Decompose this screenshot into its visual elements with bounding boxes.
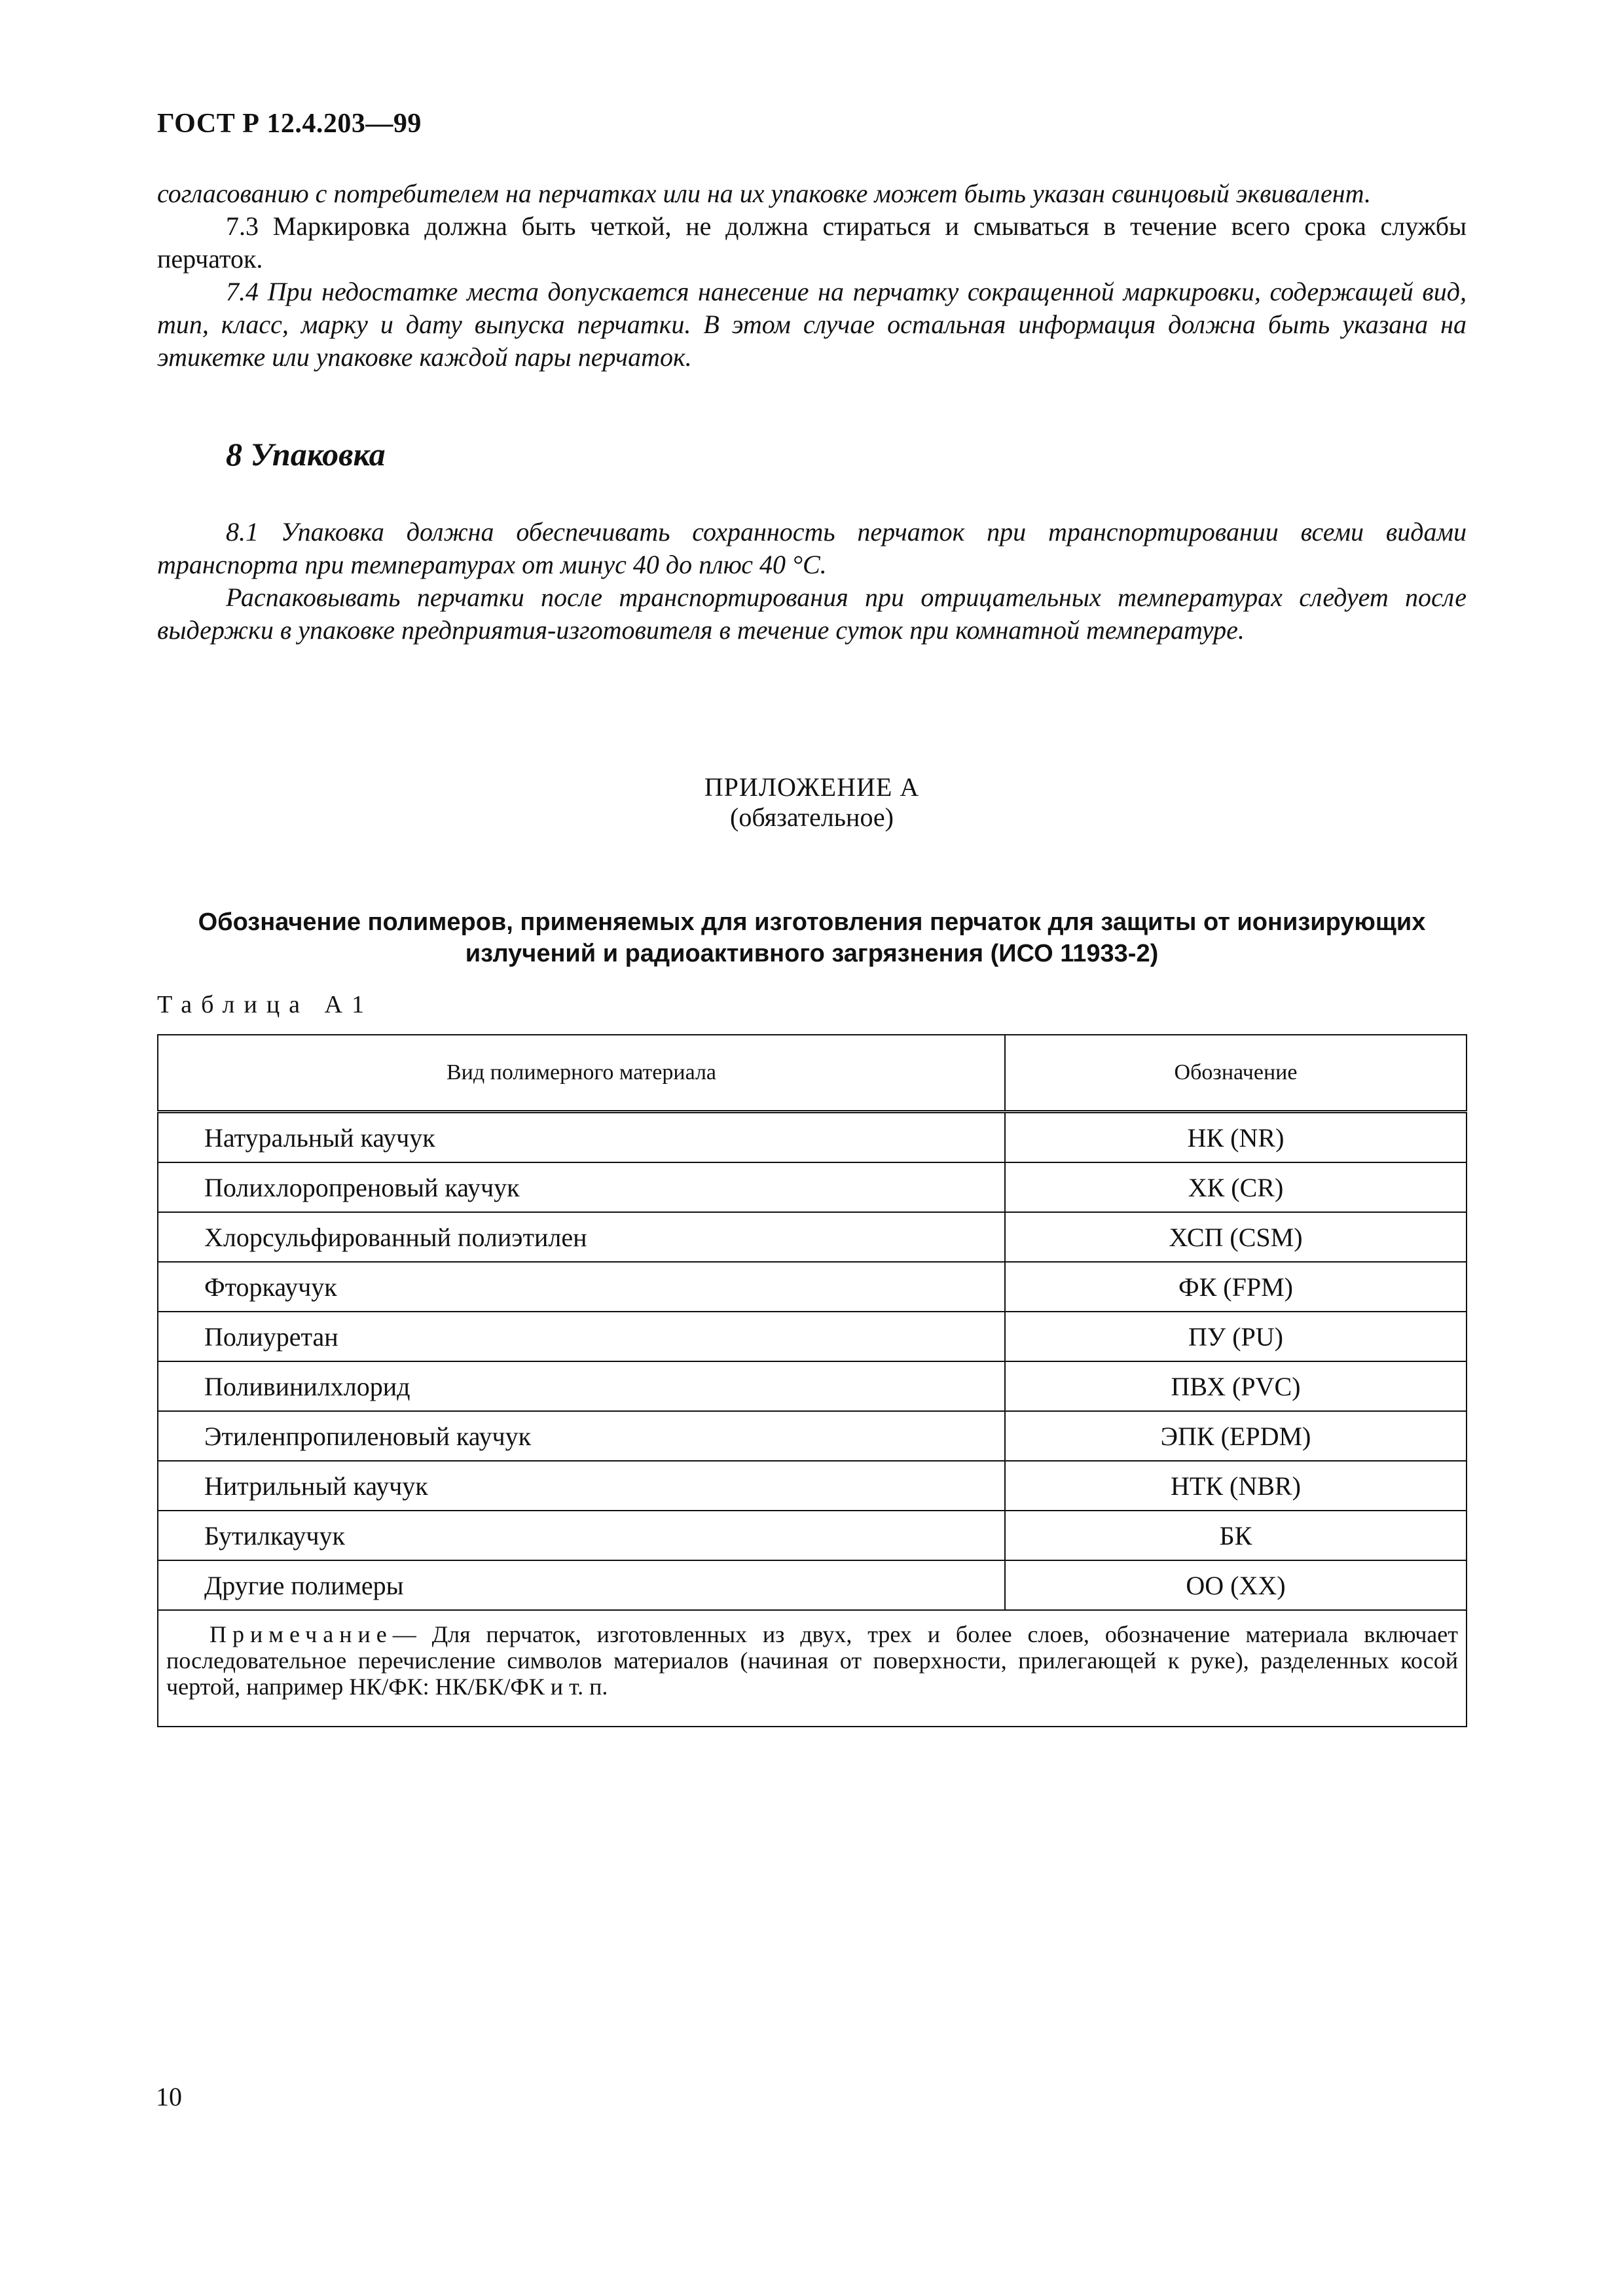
material-name: Этиленпропиленовый каучук (158, 1411, 1005, 1461)
paragraph-7-4: 7.4 При недостатке места допускается нанесение на перчатку сокращенной маркировки, содержащей вид, тип, класс, марку и дату выпуска перчатки. В этом случае остальная информация должна быть указана на этикетке или упаковке каждой пары перчаток. (157, 277, 1467, 372)
material-code: ПВХ (PVC) (1005, 1361, 1467, 1411)
table-note-row (158, 1610, 1467, 1727)
table-row (158, 1411, 1467, 1461)
polymer-designation-table (157, 1034, 1467, 1727)
table-row (158, 1112, 1467, 1163)
paragraph-lead-equivalent: согласованию с потребителем на перчатках или на их упаковке может быть указан свинцовый эквивалент. (157, 179, 1371, 208)
material-name: Полиуретан (158, 1312, 1005, 1361)
material-name: Полихлоропреновый каучук (158, 1162, 1005, 1212)
paragraph-unpacking: Распаковывать перчатки после транспортирования при отрицательных температурах следует после выдержки в упаковке предприятия-изготовителя в течение суток при комнатной температуре. (157, 583, 1467, 645)
material-code: НТК (NBR) (1005, 1461, 1467, 1511)
marking-paragraphs (157, 177, 1467, 374)
paragraph-7-3: 7.3 Маркировка должна быть четкой, не должна стираться и смываться в течение всего срока службы перчаток. (157, 211, 1467, 274)
appendix-title: ПРИЛОЖЕНИЕ А (704, 772, 920, 802)
appendix-heading (157, 906, 1467, 969)
appendix-heading-line-1: Обозначение полимеров, применяемых для изготовления перчаток для защиты от ионизирующих (198, 908, 1426, 936)
material-name: Поливинилхлорид (158, 1361, 1005, 1411)
appendix-label (157, 772, 1467, 833)
section-8-title: 8 Упаковка (226, 436, 386, 473)
appendix-status: (обязательное) (730, 802, 894, 832)
material-name: Хлорсульфированный полиэтилен (158, 1212, 1005, 1262)
table-row (158, 1560, 1467, 1610)
material-name: Фторкаучук (158, 1262, 1005, 1312)
table-row (158, 1212, 1467, 1262)
standard-code-header: ГОСТ Р 12.4.203—99 (157, 109, 422, 139)
table-row (158, 1162, 1467, 1212)
material-code: ОО (XX) (1005, 1560, 1467, 1610)
note-label: Примечание (210, 1621, 393, 1647)
material-code: ПУ (PU) (1005, 1312, 1467, 1361)
table-header-row (158, 1035, 1467, 1112)
table-row (158, 1461, 1467, 1511)
material-name: Натуральный каучук (158, 1112, 1005, 1163)
note-text: — Для перчаток, изготовленных из двух, трех и более слоев, обозначение материала включает последовательное перечисление символов материалов (начиная от поверхности, прилегающей к руке), разделенных косой чертой, например НК/ФК: НК/БК/ФК и т. п. (166, 1621, 1458, 1700)
packaging-paragraphs (157, 516, 1467, 647)
table-note (158, 1610, 1467, 1727)
appendix-heading-line-2: излучений и радиоактивного загрязнения (ИСО 11933-2) (465, 940, 1159, 967)
material-name: Бутилкаучук (158, 1511, 1005, 1560)
material-code: БК (1005, 1511, 1467, 1560)
table-row (158, 1361, 1467, 1411)
paragraph-8-1: 8.1 Упаковка должна обеспечивать сохранность перчаток при транспортировании всеми видами транспорта при температурах от минус 40 до плюс 40 °С. (157, 517, 1467, 579)
table-caption: Таблица А1 (157, 991, 373, 1018)
material-name: Нитрильный каучук (158, 1461, 1005, 1511)
material-code: ХСП (CSM) (1005, 1212, 1467, 1262)
table-row (158, 1262, 1467, 1312)
material-name: Другие полимеры (158, 1560, 1005, 1610)
material-code: ЭПК (EPDM) (1005, 1411, 1467, 1461)
material-code: ФК (FPM) (1005, 1262, 1467, 1312)
column-header-material: Вид полимерного материала (158, 1035, 1005, 1112)
material-code: НК (NR) (1005, 1112, 1467, 1163)
table-row (158, 1511, 1467, 1560)
page-number: 10 (156, 2082, 182, 2111)
column-header-designation: Обозначение (1005, 1035, 1467, 1112)
table-row (158, 1312, 1467, 1361)
material-code: ХК (CR) (1005, 1162, 1467, 1212)
